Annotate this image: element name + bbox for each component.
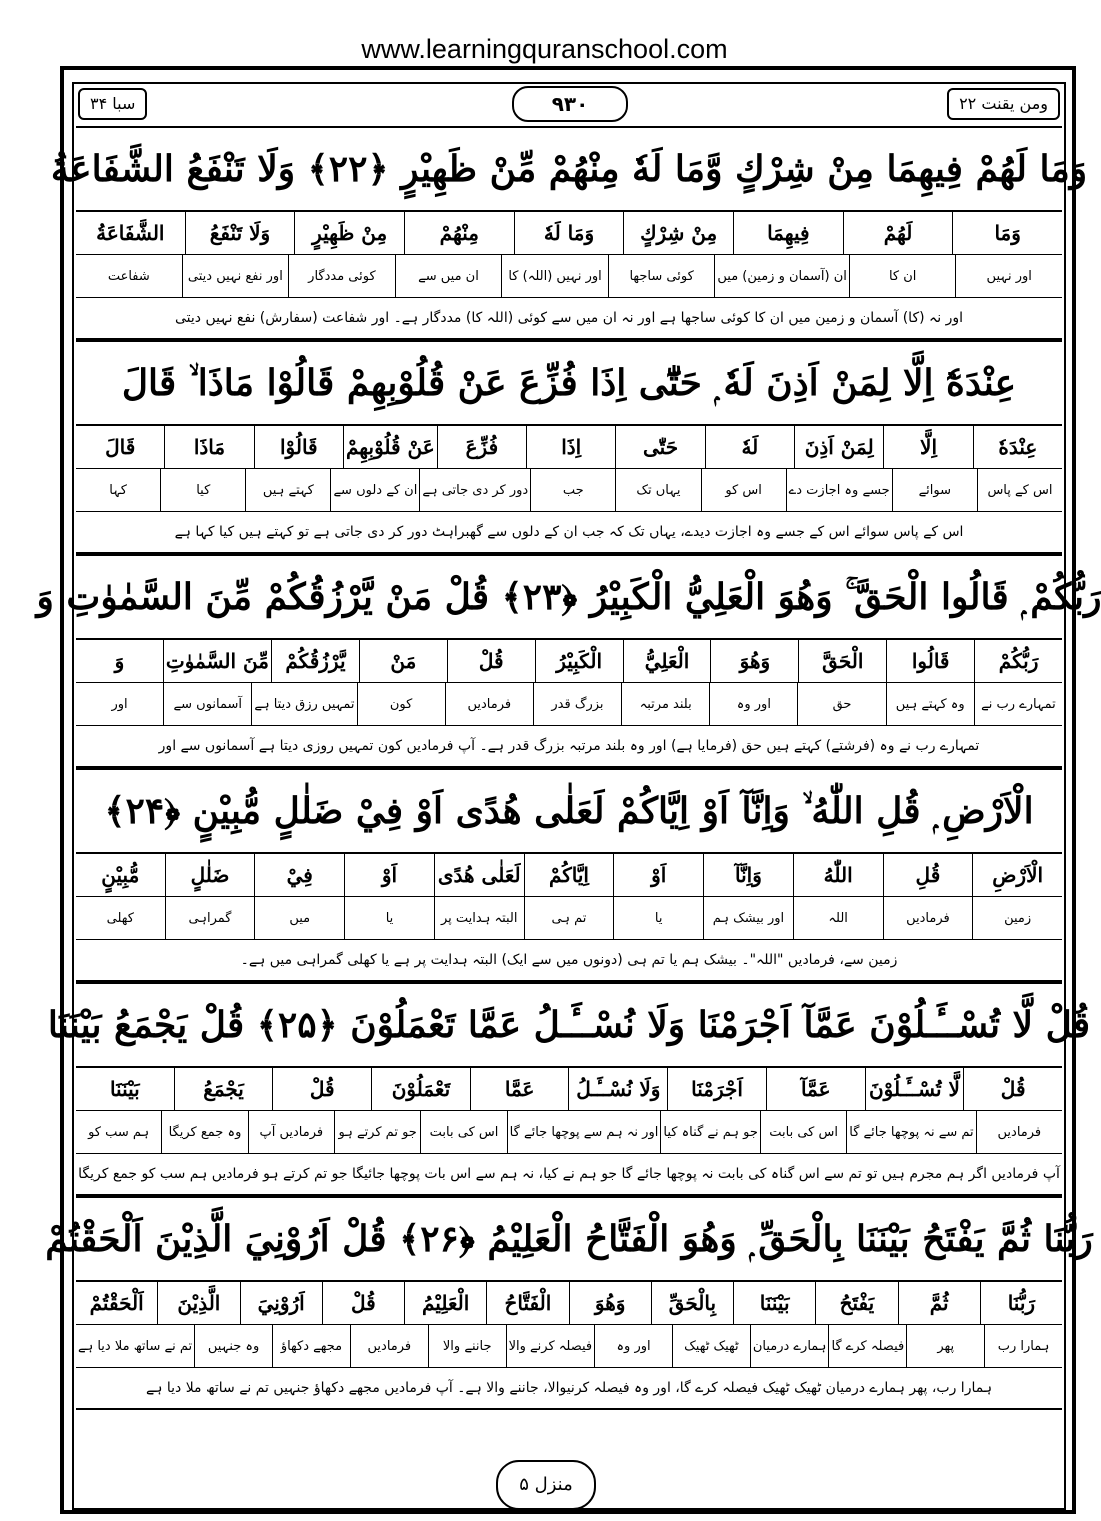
arabic-words-row (76, 426, 1062, 469)
arabic-word-cell: لَّا تُسْــَٔـلُوْنَ (865, 1068, 964, 1110)
urdu-translation-line: اس کے پاس سوائے اس کے جسے وہ اجازت دیدے، یہاں تک کہ جب ان کے دلوں سے گھبراہٹ دور کر دی جاتی ہے تو کہتے ہیں کیا کہا ہے (76, 512, 1062, 554)
urdu-meaning-cell: گمراہی (165, 897, 255, 939)
arabic-word-cell: قُلْ (963, 1068, 1062, 1110)
arabic-word-cell: وَهُوَ (710, 640, 798, 682)
arabic-word-cell: رَبُّكُمْ (974, 640, 1062, 682)
arabic-word-cell: فِيهِمَا (733, 212, 843, 254)
arabic-word-cell: بَيْنَنَا (109, 1077, 140, 1101)
arabic-word-cell: وَهُوَ (569, 1282, 651, 1324)
arabic-word-cell: قُلْ (447, 640, 535, 682)
urdu-meaning-cell: تم ہی (524, 897, 614, 939)
urdu-meaning-cell: مجھے دکھاؤ (272, 1325, 350, 1367)
arabic-word-cell: الْعَلِيْمُ (404, 1282, 486, 1324)
para-tag: ومن يقنت ۲۲ (947, 88, 1060, 120)
urdu-meaning-cell: اور وہ (709, 683, 797, 725)
arabic-words-row (76, 1068, 1062, 1111)
urdu-meaning-cell: جسے وہ اجازت دے (786, 469, 892, 511)
page-header (72, 82, 1066, 124)
urdu-meaning-cell: تمہارے رب نے (974, 683, 1062, 725)
urdu-meaning-cell: فیصلہ کرنے والا (506, 1325, 595, 1367)
urdu-meaning-cell: کھلی (106, 910, 134, 926)
arabic-word-cell: ضَلٰلٍ (165, 854, 255, 896)
urdu-meaning-cell: وہ جمع کریگا (161, 1111, 247, 1153)
urdu-meaning-cell: جاننے والا (428, 1325, 506, 1367)
arabic-word-cell: يَفْتَحُ (815, 1282, 897, 1324)
arabic-word-cell: رَبُّنَا (980, 1282, 1062, 1324)
urdu-meanings-row (76, 469, 1062, 512)
arabic-word-cell: عِنْدَهٗ (973, 426, 1062, 468)
arabic-word-cell: مِنْ ظَهِيْرٍ (294, 212, 404, 254)
urdu-meaning-cell: آسمانوں سے (163, 683, 251, 725)
arabic-word-cell: وَلَا نُسْــَٔـلُ (568, 1068, 667, 1110)
urdu-meaning-cell: پھر (906, 1325, 984, 1367)
urdu-meanings-row (76, 1111, 1062, 1154)
verse-block (76, 768, 1062, 982)
arabic-word-cell: مَنْ (359, 640, 447, 682)
verse-block (45, 1196, 1093, 1410)
urdu-meaning-cell: تمہیں رزق دیتا ہے (251, 683, 356, 725)
urdu-meaning-cell: فرمادیں (976, 1111, 1062, 1153)
ayah-line: الْاَرْضِ ۭ قُلِ اللّٰهُ ۙ وَاِنَّآ اَوْ اِيَّاكُمْ لَعَلٰى هُدًى اَوْ فِيْ ضَلٰلٍ مُّبِيْنٍ ﴿۲۴﴾ (76, 770, 1062, 854)
urdu-meaning-cell: یا (344, 897, 434, 939)
urdu-meaning-cell: اور نہیں (اللہ) کا (501, 255, 608, 297)
arabic-word-cell: اَجْرَمْنَا (667, 1068, 766, 1110)
arabic-word-cell: يَّرْزُقُكُمْ (271, 640, 359, 682)
urdu-meaning-cell: جو ہم نے گناہ کیا (660, 1111, 760, 1153)
page-number: ۹۳۰ (512, 86, 628, 122)
arabic-word-cell: قَالَ (105, 435, 136, 459)
arabic-word-cell: فِيْ (254, 854, 344, 896)
arabic-word-cell: قَالُوا (886, 640, 974, 682)
arabic-word-cell: مِنْ شِرْكٍ (623, 212, 733, 254)
urdu-meaning-cell: کیا (160, 469, 245, 511)
urdu-meaning-cell: دور کر دی جاتی ہے (419, 469, 530, 511)
urdu-translation-line: اور نہ (کا) آسمان و زمین میں ان کا کوئی ساجھا ہے اور نہ ان میں سے کوئی (اللہ کا) مددگار ہے۔ اور شفاعت (سفارش) نفع نہیں دیتی (76, 298, 1062, 340)
ayah-line: وَمَا لَهُمْ فِيهِمَا مِنْ شِرْكٍ وَّمَا لَهٗ مِنْهُمْ مِّنْ ظَهِيْرٍ ﴿۲۲﴾ وَلَا تَنْفَعُ الشَّفَاعَةُ (76, 128, 1062, 212)
arabic-word-cell: مِنْهُمْ (404, 212, 514, 254)
urdu-meaning-cell: ہمارے درمیان (750, 1325, 829, 1367)
urdu-translation-line: ہمارا رب، پھر ہمارے درمیان ٹھیک ٹھیک فیصلہ کرے گا، اور وہ فیصلہ کرنیوالا، جاننے والا ہے۔ آپ فرمادیں مجھے دکھاؤ جنہیں تم نے ساتھ ملا دیا ہے (76, 1368, 1062, 1410)
urdu-meaning-cell: ان کا (849, 255, 956, 297)
verse-block (50, 126, 1088, 340)
arabic-word-cell: عَمَّا (470, 1068, 569, 1110)
urdu-meaning-cell: تم سے نہ پوچھا جائے گا (846, 1111, 975, 1153)
arabic-word-cell: قُلْ (322, 1282, 404, 1324)
urdu-meaning-cell: کون (357, 683, 445, 725)
arabic-word-cell: الْاَرْضِ (972, 854, 1062, 896)
arabic-word-cell: وَ (114, 649, 125, 673)
arabic-word-cell: مَاذَا (164, 426, 253, 468)
urdu-meaning-cell: کوئی مددگار (288, 255, 395, 297)
arabic-word-cell: وَمَا لَهٗ (514, 212, 624, 254)
urdu-meaning-cell: کہا (109, 482, 127, 498)
urdu-meaning-cell: اور نفع نہیں دیتی (182, 255, 289, 297)
surah-tag: سبا ۳۴ (78, 88, 147, 120)
urdu-meanings-row (76, 1325, 1062, 1368)
verse-block (36, 554, 1101, 768)
urdu-translation-line: تمہارے رب نے وہ (فرشتے) کہتے ہیں حق (فرمایا ہے) اور وہ بلند مرتبہ بزرگ قدر ہے۔ آپ فرمادیں کون تمہیں روزی دیتا ہے آسمانوں سے اور (76, 726, 1062, 768)
arabic-word-cell: اَرُوْنِيَ (240, 1282, 322, 1324)
arabic-word-cell: وَمَا (952, 212, 1062, 254)
urdu-meaning-cell: اس کی بابت (760, 1111, 846, 1153)
urdu-meaning-cell: تم نے ساتھ ملا دیا ہے (77, 1338, 193, 1354)
arabic-word-cell: بِالْحَقِّ (651, 1282, 733, 1324)
urdu-meaning-cell: فرمادیں آپ (248, 1111, 334, 1153)
urdu-meaning-cell: حق (797, 683, 885, 725)
arabic-word-cell: اَوْ (613, 854, 703, 896)
verse-block (76, 340, 1062, 554)
urdu-meaning-cell: ان میں سے (395, 255, 502, 297)
arabic-word-cell: لَهٗ (705, 426, 794, 468)
urdu-meaning-cell: کوئی ساجھا (608, 255, 715, 297)
arabic-words-row (76, 1282, 1062, 1325)
arabic-word-cell: ثُمَّ (898, 1282, 980, 1324)
urdu-meaning-cell: وہ جنہیں (194, 1325, 272, 1367)
urdu-meaning-cell: کہتے ہیں (245, 469, 330, 511)
arabic-word-cell: مُّبِيْنٍ (101, 863, 140, 887)
arabic-word-cell: اَوْ (344, 854, 434, 896)
arabic-words-row (76, 212, 1062, 255)
urdu-meaning-cell: اس کی بابت (420, 1111, 506, 1153)
arabic-word-cell: تَعْمَلُوْنَ (371, 1068, 470, 1110)
urdu-meaning-cell: جو تم کرتے ہو (334, 1111, 420, 1153)
ayah-line: قُلْ لَّا تُسْــَٔـلُوْنَ عَمَّآ اَجْرَمْنَا وَلَا نُسْــَٔـلُ عَمَّا تَعْمَلُوْنَ ﴿۲۵﴾ قُلْ يَجْمَعُ بَيْنَنَا (76, 984, 1062, 1068)
arabic-word-cell: حَتّٰى (615, 426, 704, 468)
arabic-word-cell: عَمَّآ (766, 1068, 865, 1110)
arabic-word-cell: اللّٰهُ (793, 854, 883, 896)
urdu-meaning-cell: ان (آسمان و زمین) میں (714, 255, 848, 297)
urdu-meaning-cell: زمین (972, 897, 1062, 939)
urdu-meanings-row (76, 897, 1062, 940)
arabic-word-cell: لَهُمْ (843, 212, 953, 254)
arabic-words-row (76, 854, 1062, 897)
urdu-meanings-row (76, 683, 1062, 726)
arabic-word-cell: الْعَلِيُّ (623, 640, 711, 682)
urdu-meaning-cell: اور وہ (594, 1325, 672, 1367)
urdu-meaning-cell: فیصلہ کرے گا (828, 1325, 906, 1367)
arabic-word-cell: لِمَنْ اَذِنَ (794, 426, 883, 468)
arabic-word-cell: اِيَّاكُمْ (524, 854, 614, 896)
arabic-word-cell: قُلِ (883, 854, 973, 896)
urdu-meaning-cell: ہم سب کو (88, 1124, 150, 1140)
arabic-word-cell: اَلْحَقْتُمْ (89, 1291, 144, 1315)
urdu-meaning-cell: فرمادیں (350, 1325, 428, 1367)
manzil-badge: منزل ۵ (496, 1460, 596, 1510)
urdu-meaning-cell: بزرگ قدر (533, 683, 621, 725)
arabic-word-cell: عَنْ قُلُوْبِهِمْ (343, 426, 437, 468)
urdu-meaning-cell: البتہ ہدایت پر (434, 897, 524, 939)
ayah-line: عِنْدَهٗٓ اِلَّا لِمَنْ اَذِنَ لَهٗ ۭ حَتّٰٓى اِذَا فُزِّعَ عَنْ قُلُوْبِهِمْ قَالُوْا مَاذَا ۙ قَالَ (76, 342, 1062, 426)
urdu-meaning-cell: یہاں تک (615, 469, 700, 511)
urdu-meaning-cell: فرمادیں (445, 683, 533, 725)
arabic-word-cell: الْكَبِيْرُ (535, 640, 623, 682)
urdu-meaning-cell: فرمادیں (883, 897, 973, 939)
urdu-meaning-cell: اس کے پاس (977, 469, 1062, 511)
word-by-word-content (36, 126, 1101, 1410)
urdu-meaning-cell: ہمارا رب (984, 1325, 1062, 1367)
arabic-word-cell: وَلَا تَنْفَعُ (185, 212, 295, 254)
arabic-word-cell: اِلَّا (883, 426, 972, 468)
urdu-translation-line: زمین سے، فرمادیں "اللہ"۔ بیشک ہم یا تم ہی (دونوں میں سے ایک) البتہ ہدایت پر ہے یا کھلی گمراہی میں ہے۔ (76, 940, 1062, 982)
urdu-meaning-cell: اللہ (793, 897, 883, 939)
urdu-meaning-cell: ٹھیک ٹھیک (672, 1325, 750, 1367)
ayah-line: رَبُّكُمْ ۭ قَالُوا الْحَقَّ ۚ وَهُوَ الْعَلِيُّ الْكَبِيْرُ ﴿۲۳﴾ قُلْ مَنْ يَّرْزُقُكُمْ مِّنَ السَّمٰوٰتِ وَ (76, 556, 1062, 640)
urdu-meaning-cell: شفاعت (107, 268, 150, 284)
arabic-words-row (76, 640, 1062, 683)
urdu-meaning-cell: یا (613, 897, 703, 939)
website-url: www.learningquranschool.com (361, 34, 728, 64)
ayah-line: رَبُّنَا ثُمَّ يَفْتَحُ بَيْنَنَا بِالْحَقِّ ۭ وَهُوَ الْفَتَّاحُ الْعَلِيْمُ ﴿۲۶﴾ قُلْ اَرُوْنِيَ الَّذِيْنَ اَلْحَقْتُمْ (76, 1198, 1062, 1282)
urdu-meaning-cell: ان کے دلوں سے (330, 469, 419, 511)
urdu-meaning-cell: اور نہ ہم سے پوچھا جائے گا (507, 1111, 661, 1153)
arabic-word-cell: قُلْ (272, 1068, 371, 1110)
arabic-word-cell: الشَّفَاعَةُ (96, 221, 165, 245)
arabic-word-cell: الْحَقَّ (798, 640, 886, 682)
urdu-meaning-cell: وہ کہتے ہیں (886, 683, 974, 725)
arabic-word-cell: مِّنَ السَّمٰوٰتِ (163, 640, 271, 682)
urdu-meaning-cell: اور نہیں (955, 255, 1062, 297)
urdu-meaning-cell: بلند مرتبہ (621, 683, 709, 725)
arabic-word-cell: الَّذِيْنَ (157, 1282, 239, 1324)
arabic-word-cell: يَجْمَعُ (174, 1068, 273, 1110)
urdu-meanings-row (76, 255, 1062, 298)
arabic-word-cell: وَاِنَّآ (703, 854, 793, 896)
urdu-meaning-cell: سوائے (892, 469, 977, 511)
arabic-word-cell: اِذَا (526, 426, 615, 468)
arabic-word-cell: قَالُوْا (254, 426, 343, 468)
urdu-meaning-cell: اور (111, 696, 128, 712)
urdu-meaning-cell: جب (530, 469, 615, 511)
arabic-word-cell: بَيْنَنَا (733, 1282, 815, 1324)
urdu-meaning-cell: اور بیشک ہم (703, 897, 793, 939)
verse-block (47, 982, 1091, 1196)
arabic-word-cell: فُزِّعَ (437, 426, 526, 468)
arabic-word-cell: لَعَلٰى هُدًى (434, 854, 524, 896)
urdu-translation-line: آپ فرمادیں اگر ہم مجرم ہیں تو تم سے اس گناہ کی بابت نہ پوچھا جائے گا جو ہم نے کیا، نہ ہم سے اس بات پوچھا جائیگا جو تم کرتے ہو فرمادیں ہم سب کو جمع کریگا (76, 1154, 1062, 1196)
urdu-meaning-cell: اس کو (701, 469, 786, 511)
urdu-meaning-cell: میں (254, 897, 344, 939)
arabic-word-cell: الْفَتَّاحُ (486, 1282, 568, 1324)
